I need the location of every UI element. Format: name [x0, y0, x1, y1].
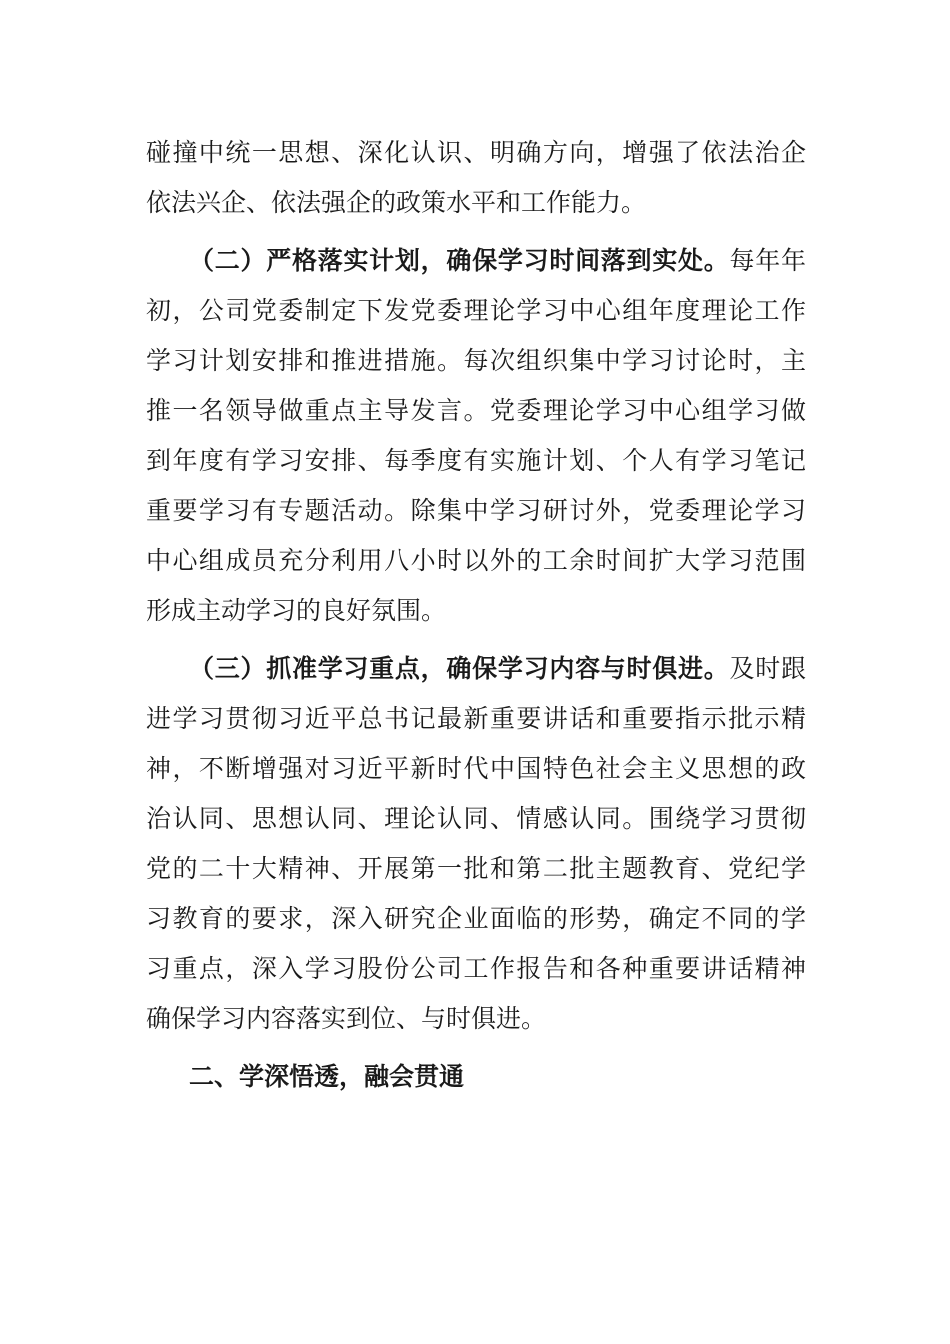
paragraph-line: 习重点，深入学习股份公司工作报告和各种重要讲话精神 — [146, 954, 806, 983]
paragraph-line: 初，公司党委制定下发党委理论学习中心组年度理论工作 — [146, 296, 806, 325]
paragraph-line: 重要学习有专题活动。除集中学习研讨外，党委理论学习 — [146, 496, 806, 525]
document-page — [146, 128, 806, 1102]
paragraph-line: 到年度有学习安排、每季度有实施计划、个人有学习笔记 — [146, 446, 806, 475]
paragraph-bold-lead: （二）严格落实计划，确保学习时间落到实处。 — [189, 246, 730, 275]
paragraph-line: 碰撞中统一思想、深化认识、明确方向，增强了依法治企 — [146, 138, 806, 167]
paragraph-line: 神，不断增强对习近平新时代中国特色社会主义思想的政 — [146, 754, 806, 783]
paragraph-first-line — [146, 644, 806, 694]
paragraph-3 — [146, 644, 806, 1044]
section-heading: 二、学深悟透，融会贯通 — [189, 1062, 465, 1091]
paragraph-line: 推一名领导做重点主导发言。党委理论学习中心组学习做 — [146, 396, 806, 425]
paragraph-lead-tail: 每年年 — [729, 246, 806, 275]
paragraph-line: 确保学习内容落实到位、与时俱进。 — [146, 1004, 547, 1033]
paragraph-2 — [146, 236, 806, 636]
paragraph-line: 中心组成员充分利用八小时以外的工余时间扩大学习范围 — [146, 546, 806, 575]
paragraph-line: 学习计划安排和推进措施。每次组织集中学习讨论时，主 — [146, 346, 806, 375]
paragraph-line: 依法兴企、依法强企的政策水平和工作能力。 — [146, 188, 647, 217]
paragraph-line: 党的二十大精神、开展第一批和第二批主题教育、党纪学 — [146, 854, 806, 883]
paragraph-bold-lead: （三）抓准学习重点，确保学习内容与时俱进。 — [189, 654, 730, 683]
paragraph-line: 进学习贯彻习近平总书记最新重要讲话和重要指示批示精 — [146, 704, 806, 733]
paragraph-line: 治认同、思想认同、理论认同、情感认同。围绕学习贯彻 — [146, 804, 806, 833]
paragraph-line: 习教育的要求，深入研究企业面临的形势，确定不同的学 — [146, 904, 806, 933]
paragraph-first-line — [146, 236, 806, 286]
paragraph-lead-tail: 及时跟 — [729, 654, 806, 683]
paragraph-1 — [146, 128, 806, 228]
paragraph-line: 形成主动学习的良好氛围。 — [146, 596, 447, 625]
